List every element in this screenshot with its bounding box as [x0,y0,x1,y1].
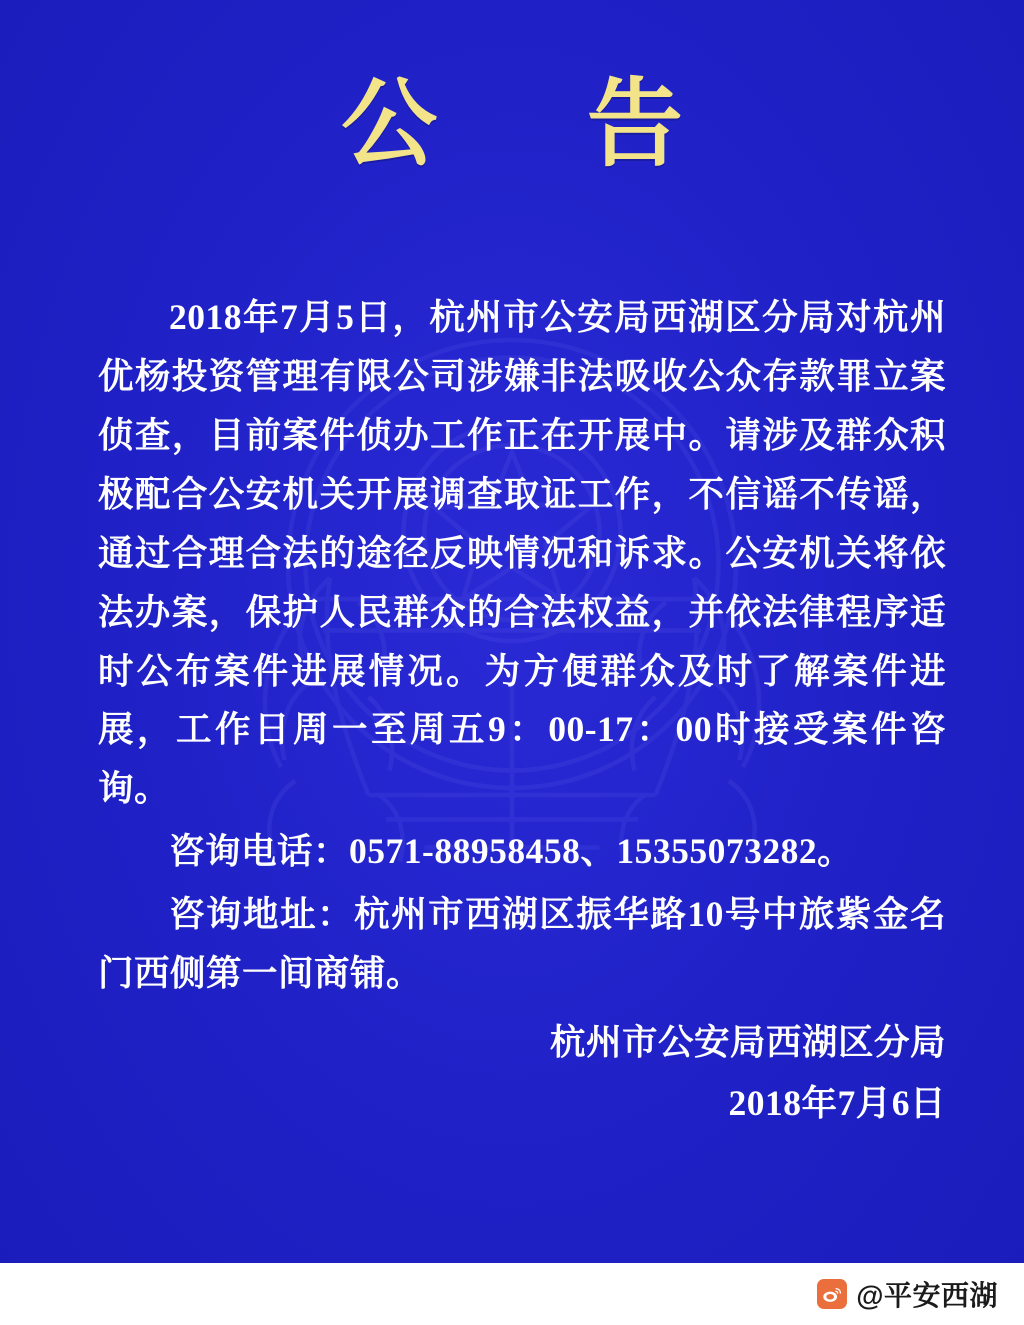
footer-bar [0,1263,1024,1325]
weibo-account-badge[interactable] [817,1274,998,1314]
paragraph-case-notice: 2018年7月5日，杭州市公安局西湖区分局对杭州优杨投资管理有限公司涉嫌非法吸收公众存款罪立案侦查，目前案件侦办工作正在开展中。请涉及群众积极配合公安机关开展调查取证工作，不信谣不传谣，通过合理合法的途径反映情况和诉求。公安机关将依法办案，保护人民群众的合法权益，并依法律程序适时公布案件进展情况。为方便群众及时了解案件进展，工作日周一至周五9：00-17：00时接受案件咨询。 [98,297,946,809]
announcement-body [98,288,946,1003]
signature-issuer: 杭州市公安局西湖区分局 [549,1022,946,1062]
weibo-icon [817,1279,847,1309]
weibo-handle: @平安西湖 [856,1280,998,1311]
paragraph-address: 咨询地址：杭州市西湖区振华路10号中旅紫金名门西侧第一间商铺。 [98,894,946,994]
signature-date: 2018年7月6日 [728,1083,946,1124]
paragraph-phone: 咨询电话：0571-88958458、15355073282。 [169,831,854,872]
signature-block [550,1012,946,1134]
page-title: 公 告 [341,71,710,178]
